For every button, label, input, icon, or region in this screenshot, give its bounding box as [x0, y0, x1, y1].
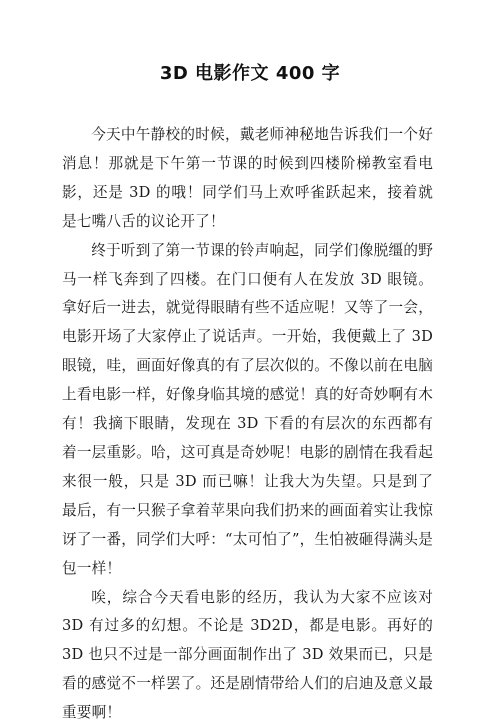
document-title: 3D 电影作文 400 字 — [0, 62, 500, 86]
paragraph-1: 今天中午静校的时候，戴老师神秘地告诉我们一个好消息！那就是下午第一节课的时候到四楼阶梯教室看电影，还是 3D 的哦！同学们马上欢呼雀跃起来，接着就是七嘴八舌的议论开了！ — [62, 121, 433, 237]
document-body — [62, 121, 433, 728]
paragraph-2: 终于听到了第一节课的铃声响起，同学们像脱缰的野马一样飞奔到了四楼。在门口便有人在发放 3D 眼镜。拿好后一进去，就觉得眼睛有些不适应呢！又等了一会，电影开场了大家停止了说话声。一开始，我便戴上了 3D 眼镜，哇，画面好像真的有了层次似的。不像以前在电脑上看电影一样，好像身临其境的感觉！真的好奇妙啊有木有！我摘下眼睛，发现在 3D 下看的有层次的东西都有着一层重影。哈，这可真是奇妙呢！电影的剧情在我看起来很一般，只是 3D 而已嘛！让我大为失望。只是到了最后，有一只猴子拿着苹果向我们扔来的画面着实让我惊讶了一番，同学们大呼：“太可怕了”，生怕被砸得满头是包一样！ — [62, 237, 433, 584]
paragraph-3: 唉，综合今天看电影的经历，我认为大家不应该对 3D 有过多的幻想。不论是 3D2D，都是电影。再好的 3D 也只不过是一部分画面制作出了 3D 效果而已，只是看的感觉不一样罢了。还是剧情带给人们的启迪及意义最重要啊！ — [62, 584, 433, 728]
